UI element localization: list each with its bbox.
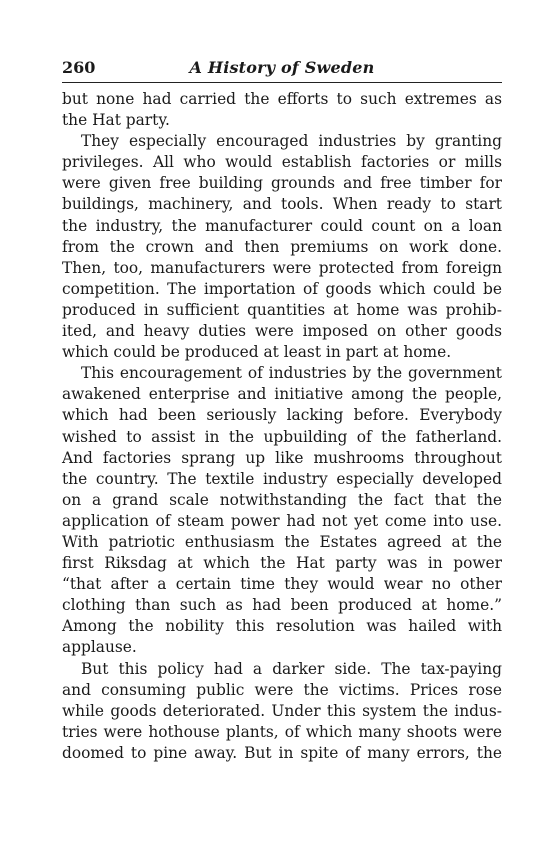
- text-line: which had been seriously lacking before. Everybody: [62, 406, 502, 425]
- text-line: With patriotic enthusiasm the Estates agreed at the: [62, 532, 502, 551]
- book-page: [62, 56, 502, 764]
- text-line: produced in sufficient quantities at home was prohib-: [62, 300, 502, 319]
- text-line: from the crown and then premiums on work done.: [62, 237, 502, 256]
- paragraph: [62, 363, 502, 658]
- paragraph: [62, 131, 502, 363]
- text-line: the Hat party.: [62, 111, 170, 130]
- text-line: “that after a certain time they would wear no other: [62, 575, 502, 594]
- text-line: doomed to pine away. But in spite of many errors, the: [62, 743, 502, 762]
- text-line: competition. The importation of goods which could be: [62, 279, 502, 298]
- text-line: Then, too, manufacturers were protected from foreign: [62, 258, 502, 277]
- text-line: They especially encouraged industries by granting: [81, 132, 502, 151]
- body-text: [62, 89, 502, 764]
- text-line: But this policy had a darker side. The tax-paying: [81, 659, 502, 678]
- text-line: And factories sprang up like mushrooms throughout: [62, 448, 502, 467]
- text-line: This encouragement of industries by the government: [81, 364, 502, 383]
- running-title: A History of Sweden: [189, 58, 375, 77]
- text-line: ited, and heavy duties were imposed on other goods: [62, 322, 502, 341]
- text-line: the country. The textile industry especially developed: [62, 469, 502, 488]
- running-head: [62, 56, 502, 83]
- text-line: buildings, machinery, and tools. When ready to start: [62, 195, 502, 214]
- text-line: applause.: [62, 638, 137, 657]
- text-line: the industry, the manufacturer could count on a loan: [62, 216, 502, 235]
- text-line: and consuming public were the victims. Prices rose: [62, 680, 502, 699]
- text-line: but none had carried the efforts to such extremes as: [62, 90, 502, 108]
- text-line: privileges. All who would establish factories or mills: [62, 153, 502, 172]
- text-line: Among the nobility this resolution was hailed with: [62, 617, 502, 636]
- text-line: while goods deteriorated. Under this system the indus-: [62, 701, 502, 720]
- page-number: 260: [62, 58, 96, 77]
- text-line: application of steam power had not yet come into use.: [62, 511, 502, 530]
- text-line: awakened enterprise and initiative among the people,: [62, 385, 502, 404]
- text-line: tries were hothouse plants, of which many shoots were: [62, 722, 502, 741]
- text-line: on a grand scale notwithstanding the fact that the: [62, 490, 502, 509]
- text-line: first Riksdag at which the Hat party was in power: [62, 554, 502, 573]
- text-line: which could be produced at least in part at home.: [62, 343, 452, 362]
- text-line: were given free building grounds and free timber for: [62, 174, 502, 193]
- text-line: clothing than such as had been produced at home.”: [62, 596, 502, 615]
- text-line: wished to assist in the upbuilding of the fatherland.: [62, 427, 502, 446]
- paragraph: [62, 659, 502, 764]
- paragraph: [62, 89, 502, 131]
